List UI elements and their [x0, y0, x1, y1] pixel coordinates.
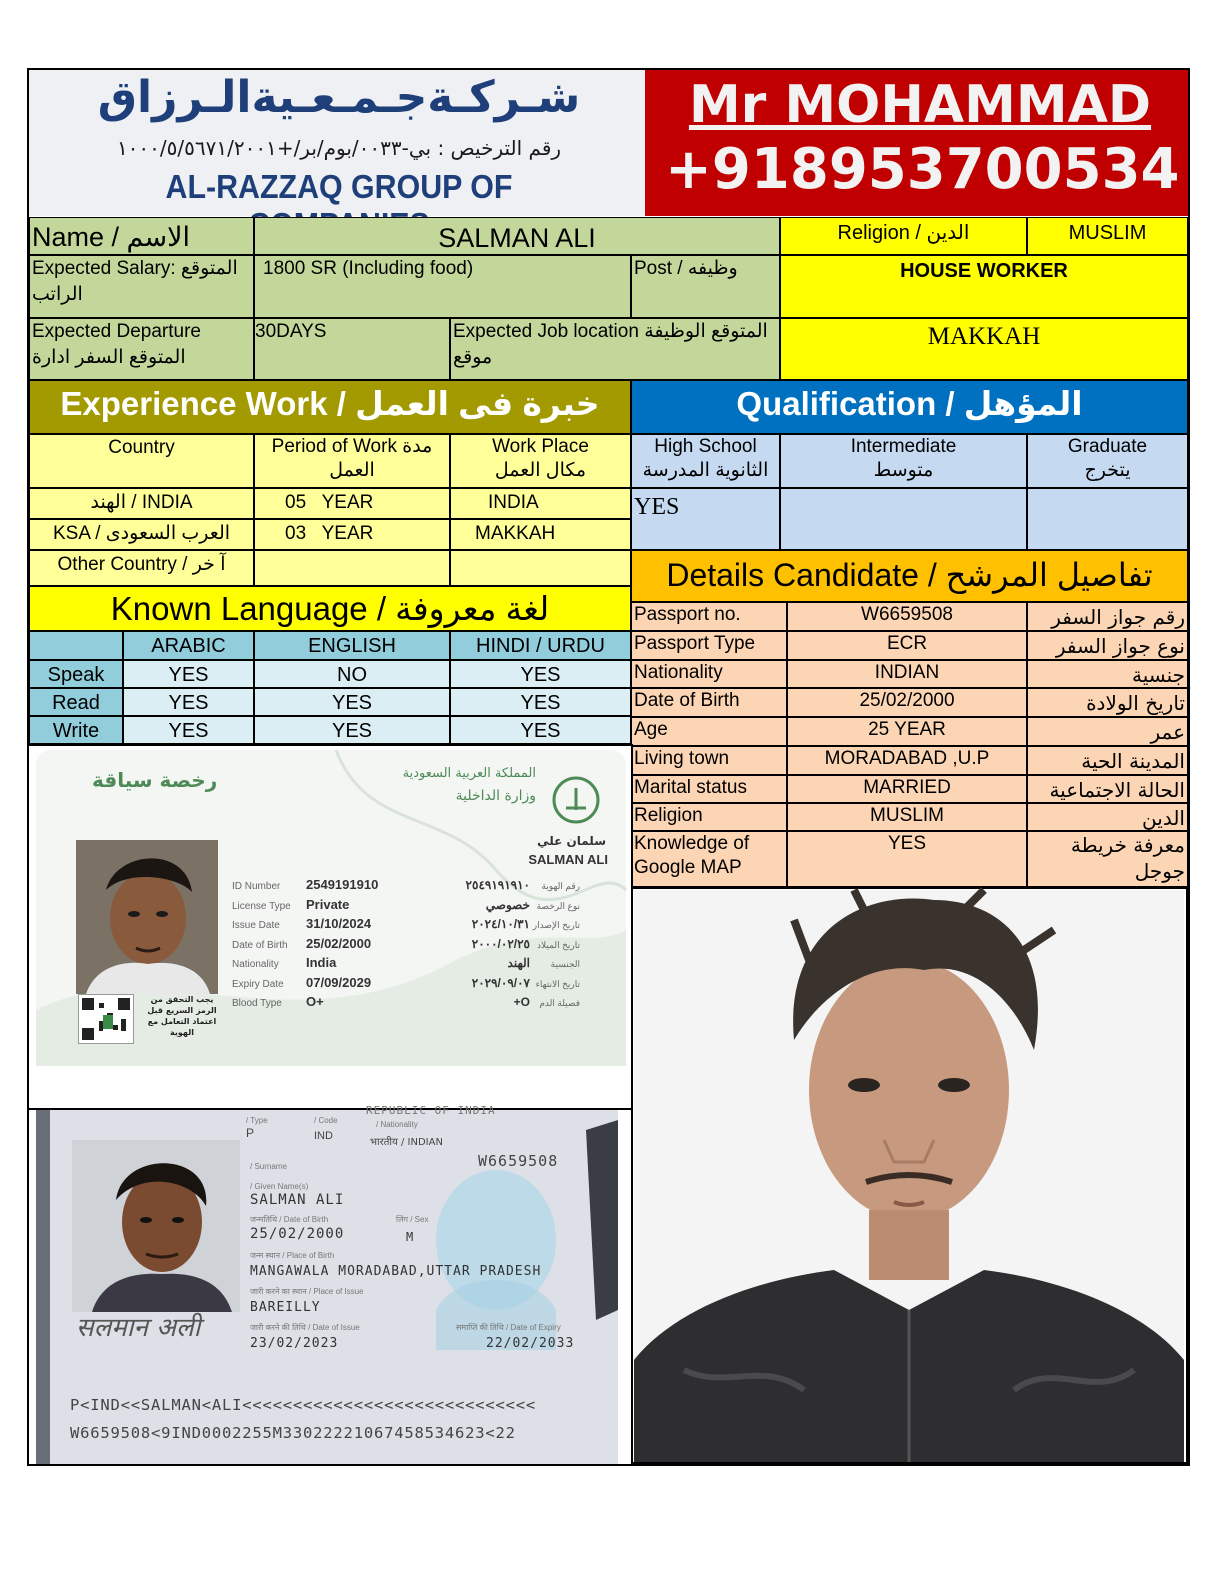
passport-code-label: / Code [314, 1116, 338, 1125]
exp-col-place: Work Place مكال العمل [450, 434, 631, 488]
passport-pob: MANGAWALA MORADABAD,UTTAR PRADESH [250, 1264, 542, 1279]
license-title: رخصة سياقة [92, 768, 218, 792]
license-field-ar-value: O+ [513, 995, 530, 1009]
lang-col-arabic: ARABIC [123, 631, 254, 660]
departure-label: Expected Departure المتوقع السفر ادارة [29, 318, 254, 380]
license-field-label: Blood Type [232, 998, 282, 1009]
exp-row-period: 05 YEAR [254, 488, 450, 519]
company-name-ar: شـركـةجـمـعـيةالـرزاق [97, 72, 581, 123]
person-icon [76, 840, 218, 994]
license-field-ar-label: الجنسية [550, 959, 580, 969]
lang-cell: YES [450, 716, 631, 744]
license-kingdom: المملكة العربية السعودية [402, 766, 536, 781]
candidate-photo [634, 890, 1184, 1462]
detail-value: MUSLIM [787, 803, 1027, 831]
detail-label: Living town [631, 746, 787, 775]
agent-name: Mr MOHAMMAD [688, 75, 1152, 135]
license-field-ar-value: ٢٥٤٩١٩١٩١٠ [465, 878, 530, 892]
detail-label-ar: رقم جواز السفر [1027, 602, 1188, 631]
job-location-label: Expected Job location المتوقع الوظيفة موقع [450, 318, 780, 380]
qual-col-grad: Graduate يتخرج [1027, 434, 1188, 488]
language-title: Known Language / لغة معروفة [29, 586, 631, 631]
exp-row-country: Other Country / آ خر [29, 550, 254, 586]
detail-label-ar: جنسية [1027, 660, 1188, 688]
detail-label: Marital status [631, 775, 787, 803]
license-field-ar-value: ٢٠٢٩/٠٩/٠٧ [471, 975, 530, 990]
exp-row-country: الهند / INDIA [29, 488, 254, 519]
detail-label-ar: المدينة الحية [1027, 746, 1188, 775]
detail-label: Date of Birth [631, 688, 787, 717]
detail-value: MARRIED [787, 775, 1027, 803]
license-field-ar-label: تاريخ الانتهاء [535, 978, 580, 989]
detail-value: W6659508 [787, 602, 1027, 631]
passport-poi-label: जारी करने का स्थान / Place of Issue [250, 1287, 364, 1296]
company-name-en: AL-RAZZAQ GROUP OF [165, 168, 513, 205]
exp-row-place: INDIA [450, 488, 631, 519]
lang-corner [29, 631, 123, 660]
agent-banner [645, 70, 1188, 216]
license-field-label: License Type [232, 900, 291, 912]
detail-label-ar: الحالة الاجتماعية [1027, 775, 1188, 803]
salary-label: Expected Salary: المتوقع الراتب [29, 255, 254, 318]
license-field-value: Private [306, 896, 350, 912]
detail-value: YES [787, 831, 1027, 887]
qual-grad-value [1027, 488, 1188, 550]
license-ministry: وزارة الداخلية [455, 788, 536, 804]
passport-sex: M [406, 1230, 414, 1244]
lang-cell: YES [254, 688, 450, 716]
license-field-label: Expiry Date [232, 978, 284, 990]
name-value: SALMAN ALI [254, 217, 780, 255]
license-field-ar-value: خصوصي [485, 897, 530, 912]
lang-row-write: Write [29, 716, 123, 744]
passport-doe: 22/02/2033 [486, 1336, 575, 1351]
passport-type: P [246, 1126, 255, 1140]
detail-label: Religion [631, 803, 787, 831]
qr-code-icon [78, 994, 134, 1044]
qual-high-value: YES [631, 488, 780, 550]
detail-label: Passport no. [631, 602, 787, 631]
person-icon [72, 1140, 240, 1312]
passport-header: REPUBLIC OF INDIA [366, 1104, 496, 1117]
lang-cell: YES [123, 716, 254, 744]
experience-title: Experience Work / خبرة فى العمل [29, 380, 631, 434]
lang-cell: YES [123, 660, 254, 688]
lang-cell: YES [123, 688, 254, 716]
passport-photo [72, 1140, 240, 1312]
license-field-ar-label: تاريخ الإصدار [532, 920, 580, 930]
license-field-value: India [306, 955, 337, 970]
exp-row-place: MAKKAH [450, 519, 631, 550]
lang-cell: YES [450, 688, 631, 716]
post-value: HOUSE WORKER [780, 255, 1188, 318]
detail-label: Age [631, 717, 787, 746]
exp-row-place [450, 550, 631, 586]
passport-given: SALMAN ALI [250, 1192, 345, 1208]
exp-col-period: Period of Work مدة العمل [254, 434, 450, 488]
name-label: Name / الاسم [29, 217, 254, 255]
exp-row-country: KSA / العرب السعودى [29, 519, 254, 550]
lang-col-english: ENGLISH [254, 631, 450, 660]
passport-page [36, 1104, 618, 1464]
exp-row-period: 03 YEAR [254, 519, 450, 550]
detail-value: ECR [787, 631, 1027, 660]
detail-label-ar: نوع جواز السفر [1027, 631, 1188, 660]
detail-label-ar: عمر [1027, 717, 1188, 746]
license-field-value: 07/09/2029 [306, 974, 372, 990]
detail-value: INDIAN [787, 660, 1027, 688]
license-field-ar-label: نوع الرخصة [536, 900, 580, 911]
license-field-ar-label: فصيلة الدم [539, 998, 580, 1008]
license-number: رقم الترخيص : بي-٠٠٣٣/بوم/بر/+١٠٠٠/٥/٥٦٧١/٢٠٠١ [116, 136, 562, 160]
religion-value: MUSLIM [1027, 217, 1188, 255]
exp-row-period [254, 550, 450, 586]
lang-row-read: Read [29, 688, 123, 716]
passport-dob-label: जन्मतिथि / Date of Birth [250, 1215, 329, 1224]
passport-doi-label: जारी करने की तिथि / Date of Issue [250, 1323, 360, 1332]
passport-surname-label: / Surname [250, 1162, 287, 1171]
passport-nationality: भारतीय / INDIAN [370, 1137, 443, 1148]
detail-label: Nationality [631, 660, 787, 688]
passport-sex-label: लिंग / Sex [396, 1215, 429, 1224]
religion-label: Religion / الدين [780, 217, 1027, 255]
passport-mrz-line1: P<IND<<SALMAN<ALI<<<<<<<<<<<<<<<<<<<<<<<<<<<<< [70, 1396, 537, 1414]
license-field-ar-label: تاريخ الميلاد [537, 939, 580, 950]
details-title: Details Candidate / تفاصيل المرشح [631, 550, 1188, 602]
passport-dob: 25/02/2000 [250, 1226, 345, 1242]
detail-value: 25/02/2000 [787, 688, 1027, 717]
agent-phone: +918953700534 [665, 137, 1180, 202]
license-field-value: 2549191910 [306, 877, 379, 892]
detail-label-ar: تاريخ الولادة [1027, 688, 1188, 717]
qual-col-inter: Intermediate متوسط [780, 434, 1027, 488]
license-field-ar-label: رقم الهوية [541, 881, 580, 891]
lang-cell: NO [254, 660, 450, 688]
person-icon [634, 890, 1184, 1462]
license-field-ar-value: ٢٠٢٤/١٠/٣١ [471, 917, 530, 931]
qual-col-high: High School الثانوية المدرسة [631, 434, 780, 488]
company-logo [29, 70, 645, 216]
detail-label: Passport Type [631, 631, 787, 660]
detail-label: Knowledge of Google MAP [631, 831, 787, 887]
detail-label-ar: معرفة خريطة جوجل [1027, 831, 1188, 887]
license-field-label: Date of Birth [232, 939, 288, 951]
salary-value: 1800 SR (Including food) [254, 255, 631, 318]
license-field-value: 25/02/2000 [306, 935, 372, 951]
passport-given-label: / Given Name(s) [250, 1182, 309, 1191]
qr-note: يجب التحقق من الرمز السريع قبل اعتماد التعامل مع الهوية [147, 995, 217, 1037]
lang-cell: YES [450, 660, 631, 688]
passport-code: IND [314, 1130, 333, 1142]
detail-value: MORADABAD ,U.P [787, 746, 1027, 775]
detail-label-ar: الدين [1027, 803, 1188, 831]
passport-signature: सलमान अली [76, 1313, 201, 1343]
departure-value: 30DAYS [254, 318, 450, 380]
license-field-ar-value: الهند [507, 956, 530, 970]
passport-type-label: / Type [246, 1116, 268, 1125]
lang-cell: YES [254, 716, 450, 744]
passport-number: W6659508 [478, 1152, 559, 1170]
license-field-label: Issue Date [232, 920, 280, 931]
license-photo [76, 840, 218, 994]
license-name-en: SALMAN ALI [528, 852, 608, 867]
qual-inter-value [780, 488, 1027, 550]
detail-value: 25 YEAR [787, 717, 1027, 746]
exp-col-country: Country [29, 434, 254, 488]
passport-doi: 23/02/2023 [250, 1336, 339, 1351]
license-field-value: O+ [306, 994, 324, 1009]
driving-license-card [36, 750, 626, 1066]
license-field-label: ID Number [232, 881, 281, 892]
passport-pob-label: जन्म स्थान / Place of Birth [250, 1251, 335, 1260]
passport-poi: BAREILLY [250, 1300, 321, 1315]
passport-doe-label: समाप्ति की तिथि / Date of Expiry [456, 1323, 561, 1332]
license-field-value: 31/10/2024 [306, 916, 372, 931]
license-field-ar-value: ٢٠٠٠/٠٢/٢٥ [471, 936, 530, 951]
post-label: Post / وظيفه [631, 255, 780, 318]
job-location-value: MAKKAH [780, 318, 1188, 380]
license-name-ar: سلمان علي [537, 834, 606, 848]
passport-nationality-label: / Nationality [376, 1120, 418, 1129]
lang-col-hindi: HINDI / URDU [450, 631, 631, 660]
qualification-title: Qualification / المؤهل [631, 380, 1188, 434]
passport-mrz-line2: W6659508<9IND0002255M3302222106745853462З<22 [70, 1424, 516, 1442]
license-field-label: Nationality [232, 959, 279, 970]
lang-row-speak: Speak [29, 660, 123, 688]
